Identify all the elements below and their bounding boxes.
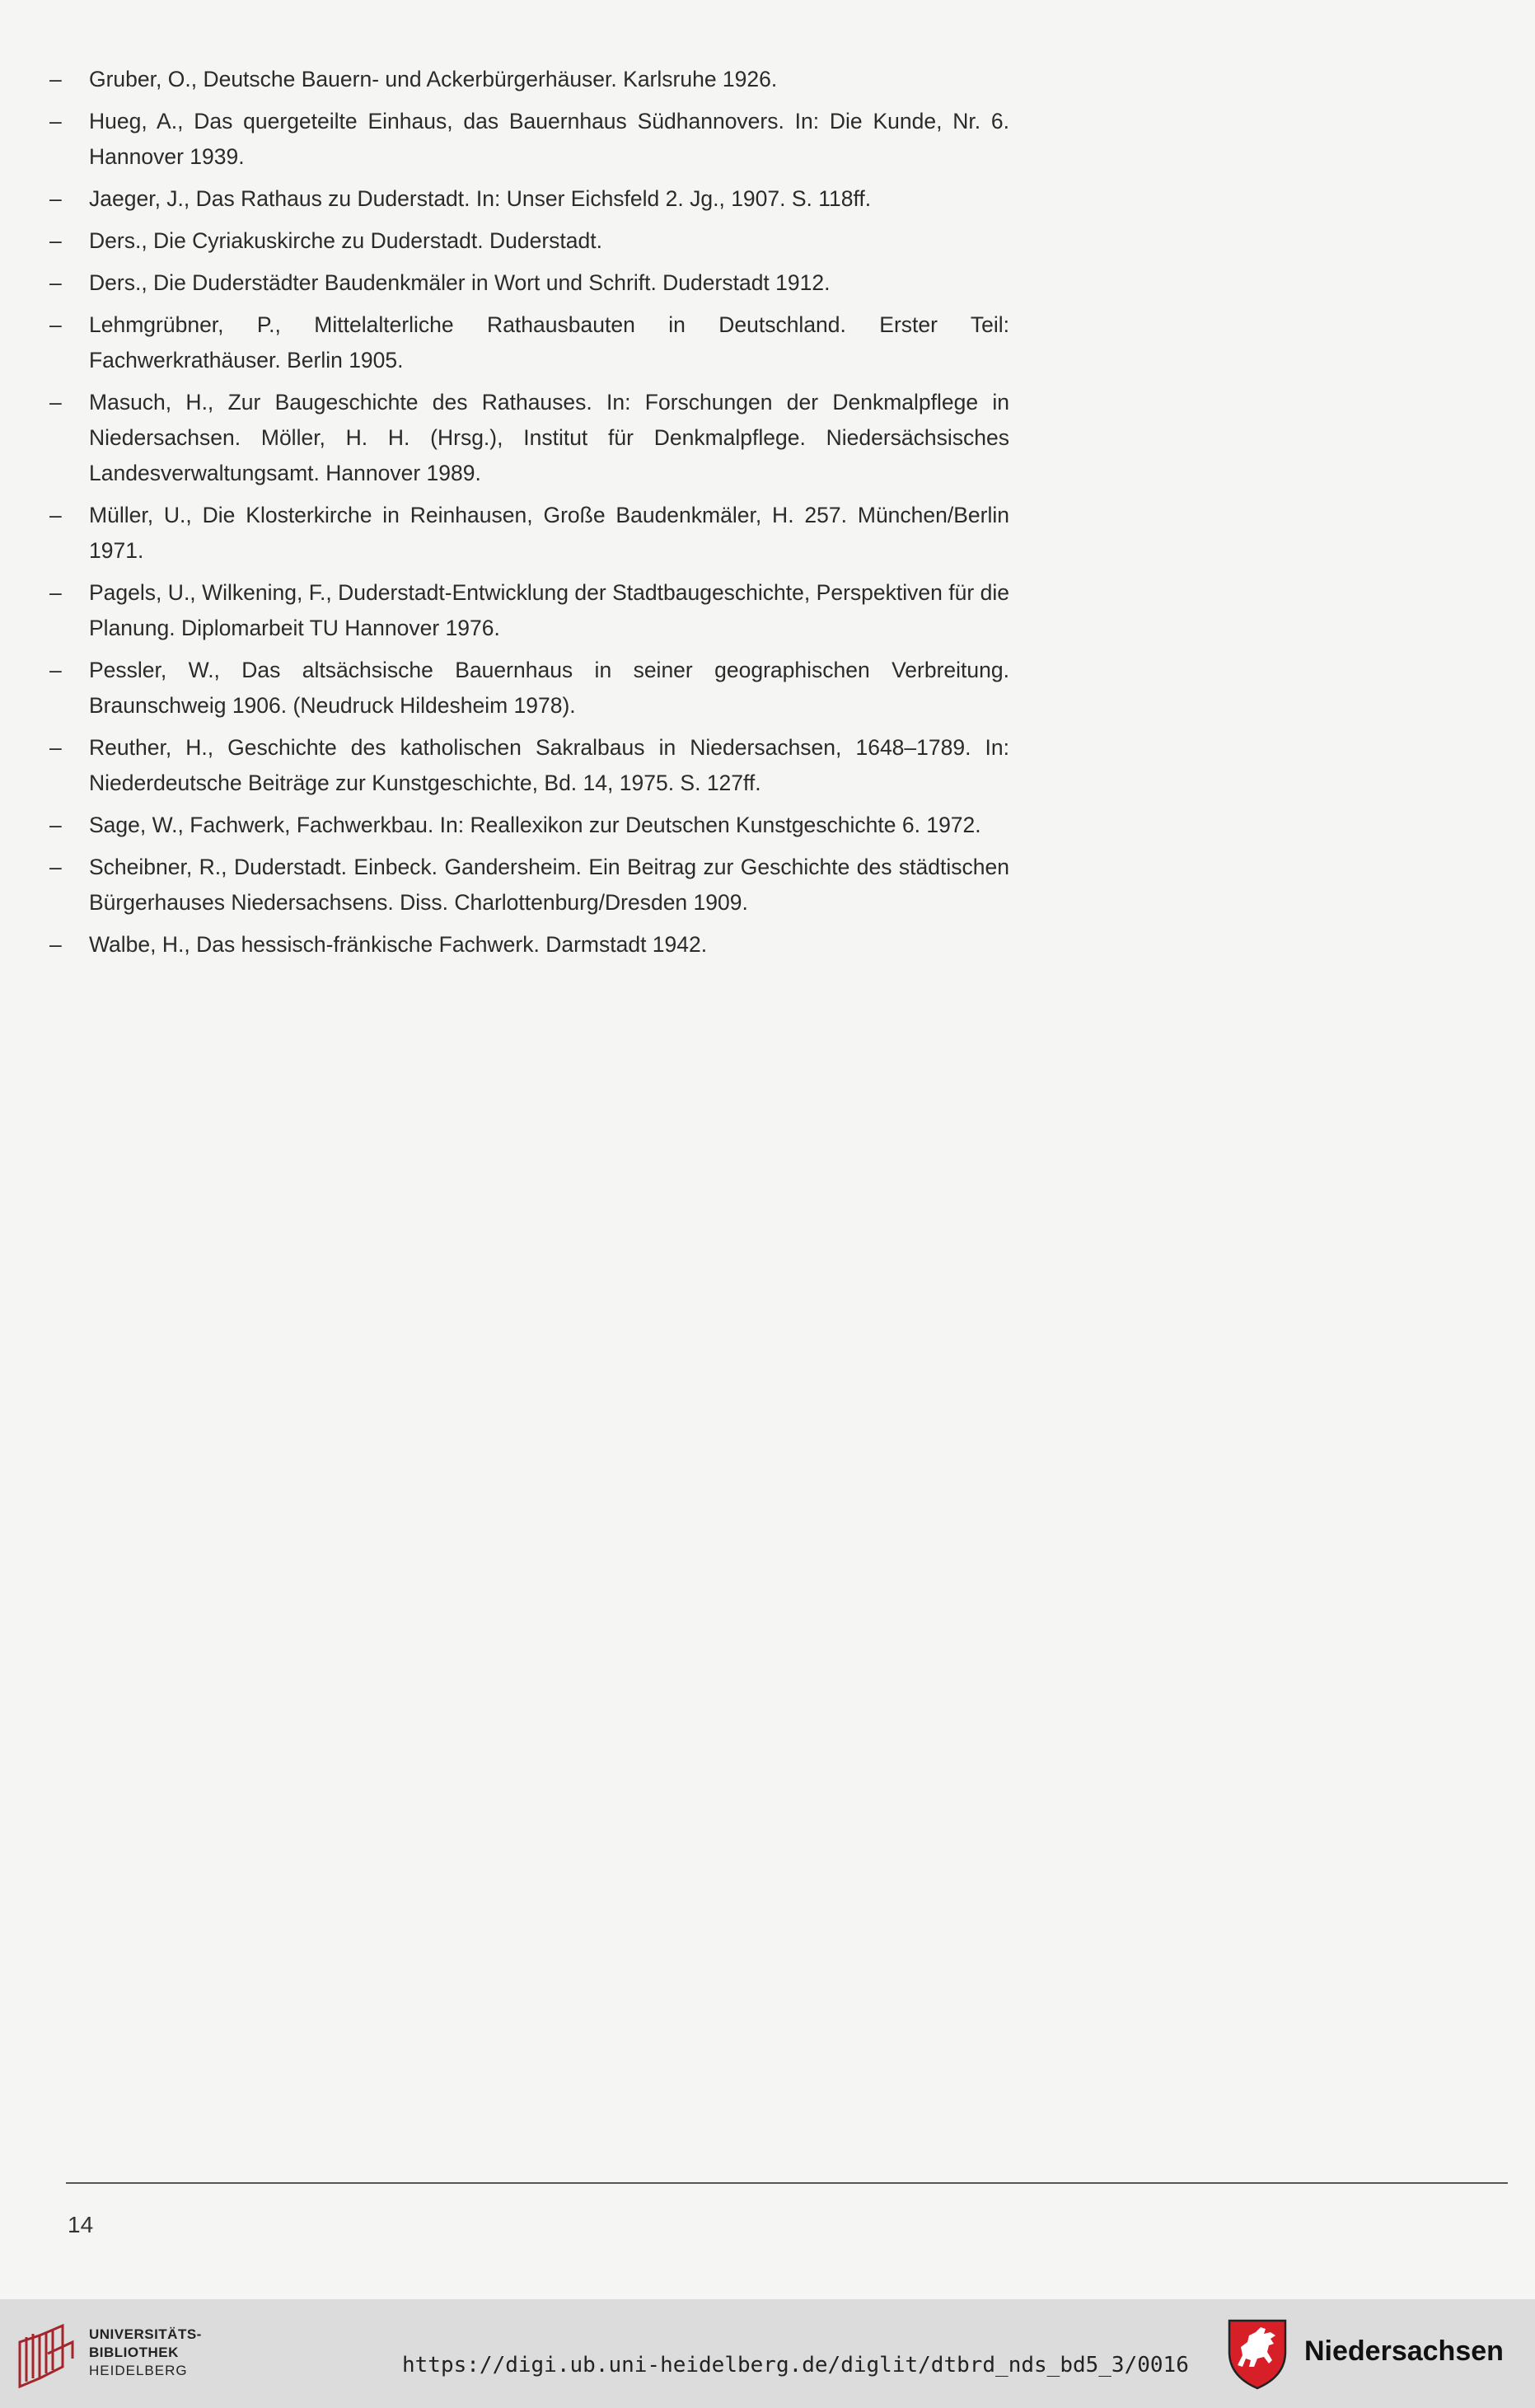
bibliography-entry-text: Pagels, U., Wilkening, F., Duderstadt-Entwicklung der Stadtbaugeschichte, Perspektiven für die Planung. Diplomarbeit TU Hannover 1976. [89,580,1009,640]
bibliography-list [49,62,1009,969]
bibliography-entry-text: Pessler, W., Das altsächsische Bauernhaus in seiner geographischen Verbreitung. Braunschweig 1906. (Neudruck Hildesheim 1978). [89,658,1009,718]
bibliography-entry-text: Walbe, H., Das hessisch-fränkische Fachwerk. Darmstadt 1942. [89,932,708,957]
bibliography-entry-text: Jaeger, J., Das Rathaus zu Duderstadt. In: Unser Eichsfeld 2. Jg., 1907. S. 118ff. [89,186,872,211]
bibliography-entry-text: Lehmgrübner, P., Mittelalterliche Rathausbauten in Deutschland. Erster Teil: Fachwerkrathäuser. Berlin 1905. [89,312,1009,372]
bibliography-entry-text: Scheibner, R., Duderstadt. Einbeck. Gandersheim. Ein Beitrag zur Geschichte des städtischen Bürgerhauses Niedersachsens. Diss. Charlottenburg/Dresden 1909. [89,855,1009,915]
list-dash: – [49,813,62,837]
bibliography-entry [49,385,1009,491]
niedersachsen-horse-emblem-icon[interactable] [1224,2314,1290,2390]
bibliography-entry-text: Hueg, A., Das quergeteilte Einhaus, das Bauernhaus Südhannovers. In: Die Kunde, Nr. 6. Hannover 1939. [89,109,1009,169]
list-dash: – [49,67,62,91]
library-name-line-2: BIBLIOTHEK [89,2345,179,2360]
bibliography-entry [49,730,1009,801]
list-dash: – [49,186,62,211]
list-dash: – [49,855,62,879]
library-name[interactable] [89,2326,202,2380]
bibliography-entry [49,307,1009,378]
list-dash: – [49,390,62,415]
bibliography-entry-text: Reuther, H., Geschichte des katholischen Sakralbaus in Niedersachsen, 1648–1789. In: Niederdeutsche Beiträge zur Kunstgeschichte, Bd. 14, 1975. S. 127ff. [89,735,1009,795]
state-name: Niedersachsen [1304,2335,1504,2367]
bibliography-entry [49,575,1009,646]
list-dash: – [49,932,62,957]
list-dash: – [49,270,62,295]
source-url-link[interactable]: https://digi.ub.uni-heidelberg.de/diglit/dtbrd_nds_bd5_3/0016 [402,2353,1189,2378]
bibliography-entry-text: Ders., Die Duderstädter Baudenkmäler in Wort und Schrift. Duderstadt 1912. [89,270,831,295]
bibliography-entry [49,808,1009,843]
bibliography-entry [49,850,1009,921]
library-name-line-1: UNIVERSITÄTS- [89,2326,202,2342]
footer-rule [66,2182,1508,2184]
bibliography-entry [49,181,1009,217]
bibliography-entry [49,223,1009,259]
list-dash: – [49,109,62,134]
list-dash: – [49,658,62,682]
bibliography-entry [49,927,1009,963]
list-dash: – [49,503,62,527]
bibliography-entry-text: Müller, U., Die Klosterkirche in Reinhausen, Große Baudenkmäler, H. 257. München/Berlin 1971. [89,503,1009,563]
bibliography-entry [49,62,1009,97]
bibliography-entry [49,104,1009,175]
list-dash: – [49,735,62,760]
bibliography-entry-text: Ders., Die Cyriakuskirche zu Duderstadt. Duderstadt. [89,228,602,253]
list-dash: – [49,228,62,253]
bibliography-entry-text: Sage, W., Fachwerk, Fachwerkbau. In: Reallexikon zur Deutschen Kunstgeschichte 6. 1972. [89,813,981,837]
ub-heidelberg-logo-icon[interactable] [15,2317,79,2392]
bibliography-entry [49,265,1009,301]
library-name-line-3: HEIDELBERG [89,2363,188,2378]
list-dash: – [49,580,62,605]
bibliography-entry-text: Masuch, H., Zur Baugeschichte des Rathauses. In: Forschungen der Denkmalpflege in Niedersachsen. Möller, H. H. (Hrsg.), Institut für Denkmalpflege. Niedersächsisches Landesverwaltungsamt. Hannover 1989. [89,390,1009,485]
bibliography-entry-text: Gruber, O., Deutsche Bauern- und Ackerbürgerhäuser. Karlsruhe 1926. [89,67,778,91]
bibliography-entry [49,498,1009,569]
list-dash: – [49,312,62,337]
bibliography-entry [49,653,1009,724]
page-number: 14 [68,2212,94,2237]
